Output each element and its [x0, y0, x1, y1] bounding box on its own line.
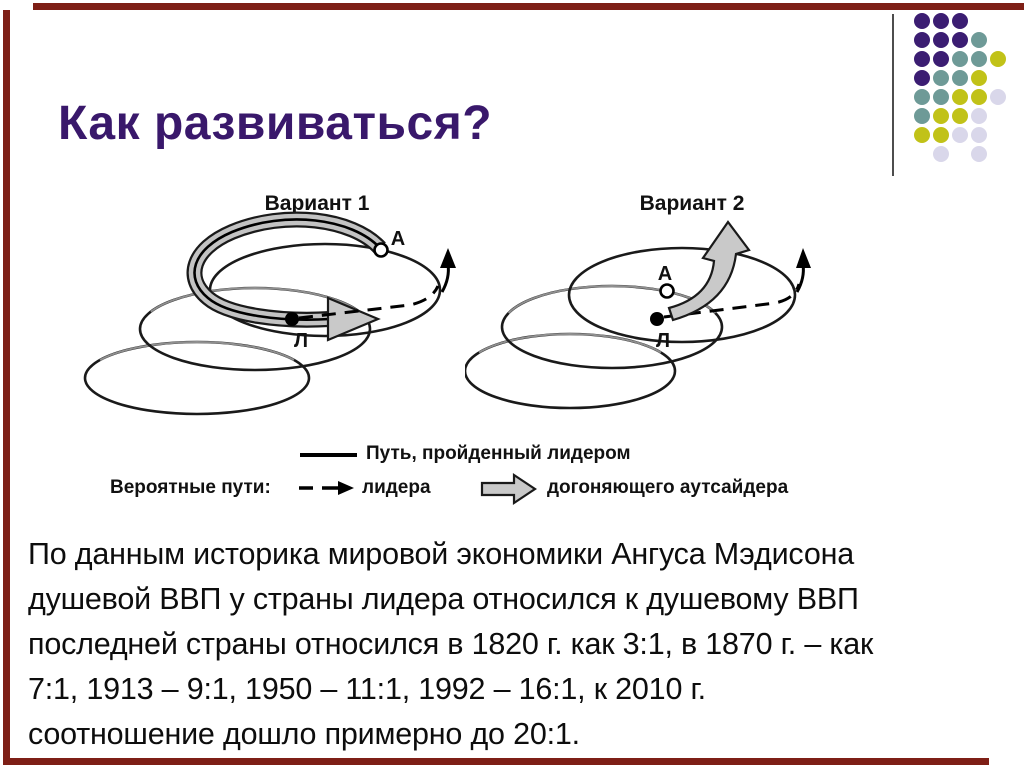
body-text-line: последней страны относился в 1820 г. как 3:1, в 1870 г. – как — [28, 627, 874, 661]
body-text-line: 7:1, 1913 – 9:1, 1950 – 11:1, 1992 – 16:1, к 2010 г. — [28, 672, 706, 706]
dots-pattern — [914, 13, 1012, 165]
deco-dot — [933, 146, 949, 162]
deco-dot — [952, 13, 968, 29]
up-arrow-icon — [440, 248, 456, 292]
point-l-label: Л — [293, 330, 309, 352]
maroon-border-bottom — [10, 758, 989, 765]
point-a-label: A — [390, 228, 406, 250]
legend-solid-line-sample — [300, 453, 357, 457]
deco-dot — [971, 146, 987, 162]
point-l-marker — [650, 312, 664, 326]
legend-solid-line-label: Путь, пройденный лидером — [366, 443, 631, 464]
variant2-diagram — [465, 188, 865, 428]
point-a-marker — [661, 285, 674, 298]
deco-dot — [971, 108, 987, 124]
deco-dot — [952, 108, 968, 124]
vertical-accent-line — [892, 14, 894, 176]
legend-dashed-arrow-label: лидера — [362, 477, 431, 498]
body-text — [28, 532, 1018, 757]
deco-dot — [971, 70, 987, 86]
deco-dot — [952, 51, 968, 67]
deco-dot — [933, 13, 949, 29]
point-a-label: A — [657, 263, 673, 285]
deco-dot — [952, 89, 968, 105]
point-a-marker — [375, 244, 388, 257]
deco-dot — [933, 32, 949, 48]
point-l-marker — [285, 312, 299, 326]
deco-dot — [952, 70, 968, 86]
deco-dot — [933, 51, 949, 67]
outsider-leap-arrow — [669, 222, 749, 320]
legend-group-label: Вероятные пути: — [110, 477, 271, 498]
deco-dot — [971, 32, 987, 48]
deco-dot — [952, 127, 968, 143]
deco-dot — [914, 127, 930, 143]
deco-dot — [914, 108, 930, 124]
deco-dot — [914, 32, 930, 48]
deco-dot — [933, 108, 949, 124]
deco-dot — [990, 89, 1006, 105]
legend-block-arrow-icon — [480, 472, 538, 506]
hidden-arc-bottom — [100, 342, 294, 360]
variant1-diagram — [80, 188, 480, 428]
deco-dot — [933, 127, 949, 143]
legend-block-arrow-label: догоняющего аутсайдера — [547, 477, 789, 498]
deco-dot — [914, 13, 930, 29]
deco-dot — [933, 89, 949, 105]
maroon-border-left — [3, 10, 10, 765]
page-title: Как развиваться? — [58, 97, 493, 150]
variant1-label: Вариант 1 — [264, 192, 370, 215]
variant2-label: Вариант 2 — [639, 192, 745, 215]
deco-dot — [914, 51, 930, 67]
deco-dot — [971, 127, 987, 143]
legend-dashed-arrow-icon — [297, 477, 359, 499]
deco-dot — [933, 70, 949, 86]
deco-dot — [971, 89, 987, 105]
point-l-label: Л — [655, 330, 671, 352]
maroon-border-top — [33, 3, 1024, 10]
legend — [0, 440, 1024, 510]
body-text-line: соотношение дошло примерно до 20:1. — [28, 717, 580, 751]
deco-dot — [971, 51, 987, 67]
deco-dot — [914, 70, 930, 86]
body-text-line: По данным историка мировой экономики Ангуса Мэдисона — [28, 537, 854, 571]
deco-dot — [990, 51, 1006, 67]
deco-dot — [914, 89, 930, 105]
deco-dot — [952, 32, 968, 48]
body-text-line: душевой ВВП у страны лидера относился к душевому ВВП — [28, 582, 859, 616]
